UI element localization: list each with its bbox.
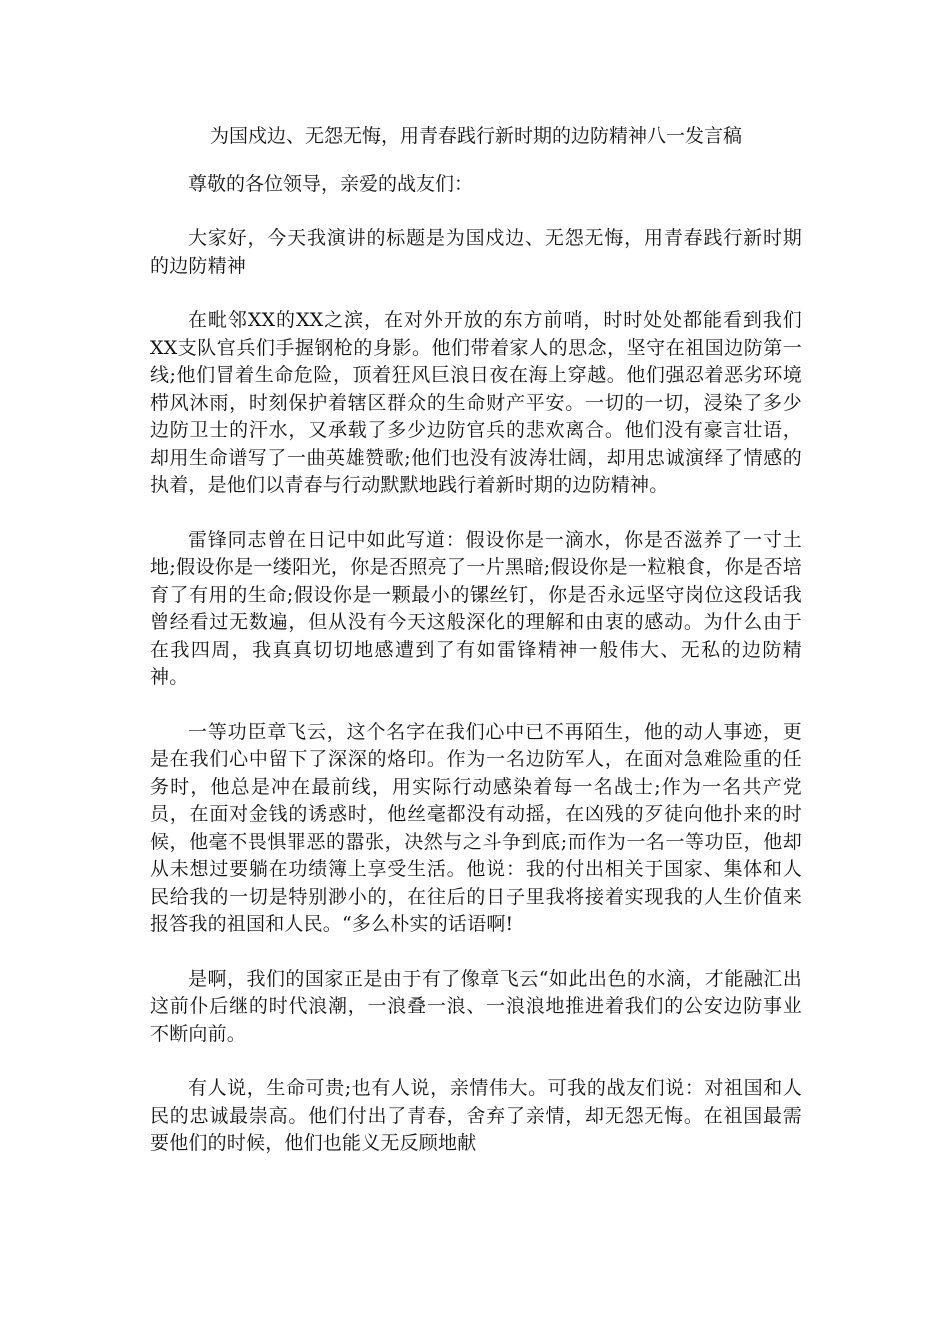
document-page: [150, 122, 802, 1185]
paragraph-opening: 大家好，今天我演讲的标题是为国戍边、无怨无悔，用青春践行新时期的边防精神: [150, 227, 802, 277]
paragraph-loyalty: 有人说，生命可贵;也有人说，亲情伟大。可我的战友们说：对祖国和人民的忠诚最崇高。他们付出了青春，舍弃了亲情，却无怨无悔。在祖国最需要他们的时候，他们也能义无反顾地献: [150, 1077, 802, 1154]
paragraph-border-guards: 在毗邻XX的XX之滨，在对外开放的东方前哨，时时处处都能看到我们XX支队官兵们手握钢枪的身影。他们带着家人的思念，坚守在祖国边防第一线;他们冒着生命危险，顶着狂风巨浪日夜在海上穿越。他们强忍着恶劣环境栉风沐雨，时刻保护着辖区群众的生命财产平安。一切的一切，浸染了多少边防卫士的汗水，又承载了多少边防官兵的悲欢离合。他们没有豪言壮语，却用生命谱写了一曲英雄赞歌;他们也没有波涛壮阔，却用忠诚演绎了情感的执着，是他们以青春与行动默默地践行着新时期的边防精神。: [150, 309, 802, 496]
paragraph-lei-feng: 雷锋同志曾在日记中如此写道：假设你是一滴水，你是否滋养了一寸土地;假设你是一缕阳光，你是否照亮了一片黑暗;假设你是一粒粮食，你是否培育了有用的生命;假设你是一颗最小的镙丝钉，你是否永远坚守岗位这段话我曾经看过无数遍，但从没有今天这般深化的理解和由衷的感动。为什么由于在我四周，我真真切切地感遭到了有如雷锋精神一般伟大、无私的边防精神。: [150, 528, 802, 688]
document-title: 为国戍边、无怨无悔，用青春践行新时期的边防精神八一发言稿: [209, 125, 742, 147]
salutation: 尊敬的各位领导，亲爱的战友们：: [188, 173, 474, 195]
paragraph-water-drops: 是啊，我们的国家正是由于有了像章飞云“如此出色的水滴，才能融汇出这前仆后继的时代浪潮，一浪叠一浪、一浪浪地推进着我们的公安边防事业不断向前。: [150, 967, 802, 1045]
paragraph-zhang-feiyun: 一等功臣章飞云，这个名字在我们心中已不再陌生，他的动人事迹，更是在我们心中留下了深深的烙印。作为一名边防军人，在面对急难险重的任务时，他总是冲在最前线，用实际行动感染着每一名战士;作为一名共产党员，在面对金钱的诱惑时，他丝毫都没有动摇，在凶残的歹徒向他扑来的时候，他毫不畏惧罪恶的嚣张，决然与之斗争到底;而作为一名一等功臣，他却从未想过要躺在功绩簿上享受生活。他说：我的付出相关于国家、集体和人民给我的一切是特别渺小的，在往后的日子里我将接着实现我的人生价值来报答我的祖国和人民。“多么朴实的话语啊!: [150, 720, 802, 935]
